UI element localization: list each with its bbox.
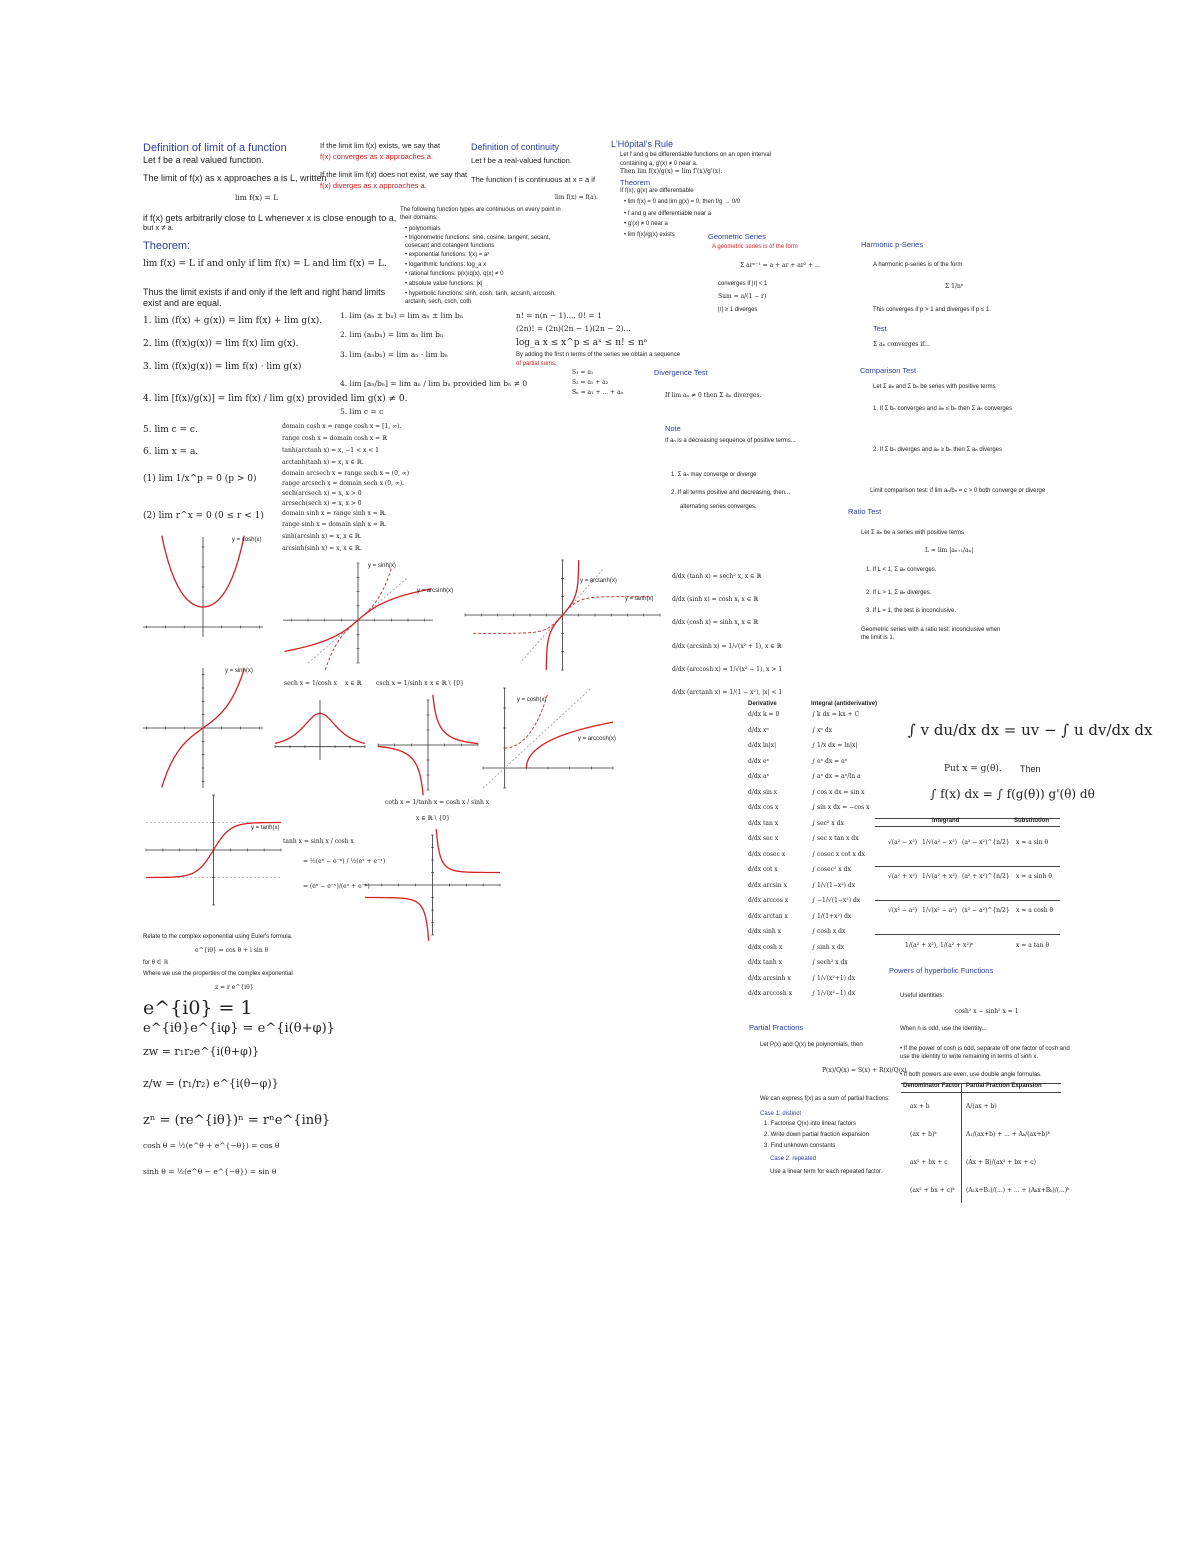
arcsinh-graph: [283, 563, 433, 663]
table-row-integral: ∫ cosec² x dx: [812, 866, 851, 873]
factorial-2: (2n)! = (2n)(2n − 1)(2n − 2)...: [516, 324, 631, 333]
table-row-derivative: d/dx tanh x: [748, 959, 783, 966]
note-line-4: alternating series converges.: [680, 504, 757, 510]
continuity-bullet-8: • hyperbolic functions: sinh, cosh, tanh, arcsinh, arccosh,: [405, 291, 556, 297]
limit-rule-3: 3. lim (f(x)g(x)) = lim f(x) · lim g(x): [143, 362, 302, 372]
seq-rule-3: 3. lim (aₙbₙ) = lim aₙ · lim bₙ: [340, 350, 448, 359]
hyp-fact-8: arcsech(sech x) = x, x > 0: [282, 500, 362, 507]
pf-row-expansion: (A₁x+B₁)/(...) + ... + (Aₖx+Bₖ)/(...)ᵏ: [966, 1187, 1070, 1194]
continuity-bullet-5: • logarithmic functions: log_a x: [405, 262, 487, 268]
substitution-put: Put x = g(θ).: [944, 764, 1002, 774]
ratio-line-6: Geometric series with a ratio test: inconclusive when: [861, 627, 1001, 633]
continuity-types-2: their domains:: [400, 215, 438, 221]
continuity-bullet-6: • rational functions: p(x)/q(x), q(x) ≠ 0: [405, 271, 504, 277]
ratio-heading: Ratio Test: [848, 507, 882, 516]
limit-rule-5: 5. lim c = c.: [143, 425, 198, 435]
hyp-fact-9: domain sinh x = range sinh x = ℝ.: [282, 510, 387, 517]
euler-note-2: e^{iθ} = cos θ + i sin θ: [195, 947, 269, 954]
arcsinh-graph-label-2: y = arcsinh(x): [417, 588, 454, 594]
table-row-derivative: d/dx sec x: [748, 835, 779, 842]
powers-line-6: • If both powers are even, use double angle formulas.: [900, 1072, 1042, 1078]
table-row-derivative: d/dx cot x: [748, 866, 778, 873]
comparison-line-4: Limit comparison test: if lim aₙ/bₙ = c > 0 both converge or diverge: [870, 488, 1046, 494]
coth-curve-left: [365, 898, 429, 941]
pf-row-factor: ax + b: [910, 1103, 930, 1110]
table-row-derivative: d/dx tan x: [748, 819, 779, 827]
euler-note-5: z = r e^{iθ}: [215, 984, 254, 991]
limit-rule-1: 1. lim (f(x) + g(x)) = lim f(x) + lim g(x).: [143, 316, 323, 326]
ratio-line-7: the limit is 1.: [861, 635, 895, 641]
tanh-graph: [146, 795, 281, 905]
continuity-bullet-9: arctanh, sech, csch, coth: [405, 299, 472, 305]
partial-case-1: Case 1: distinct: [760, 1111, 802, 1117]
limit-rule-7: (1) lim 1/x^p = 0 (p > 0): [143, 474, 257, 484]
substitution-then: Then: [1020, 764, 1041, 774]
table-row-derivative: d/dx arccos x: [748, 897, 789, 904]
sub-table-col-integrand: Integrand: [932, 818, 960, 824]
tanh-graph-label: y = tanh(x): [251, 825, 280, 831]
table-row-integral: ∫ cosec x cot x dx: [812, 850, 866, 858]
sech-domain: x ∈ ℝ: [345, 680, 362, 687]
note-heading: Note: [665, 424, 681, 433]
derivative-1: d/dx (tanh x) = sech² x, x ∈ ℝ: [672, 573, 762, 580]
substitution-formula: ∫ f(x) dx = ∫ f(g(θ)) g'(θ) dθ: [930, 787, 1095, 801]
harmonic-line-3: This converges if p > 1 and diverges if p ≤ 1.: [873, 307, 991, 313]
growth-order: log_a x ≤ x^p ≤ aˣ ≤ n! ≤ nⁿ: [516, 338, 648, 348]
partial-case-1c: 3. Find unknown constants: [764, 1143, 836, 1149]
table-row-derivative: d/dx cosh x: [748, 943, 783, 951]
ratio-line-3: 1. If L < 1, Σ aₙ converges.: [866, 567, 937, 573]
continuity-bullet-7: • absolute value functions: |x|: [405, 281, 483, 287]
coth-definition: coth x = 1/tanh x = cosh x / sinh x: [385, 799, 490, 806]
euler-identity-3: zw = r₁r₂e^{i(θ+φ)}: [143, 1045, 260, 1058]
powers-line-2: cosh² x − sinh² x = 1: [955, 1008, 1019, 1015]
continuity-heading: Definition of continuity: [471, 142, 560, 152]
hyp-fact-11: sinh(arcsinh x) = x, x ∈ ℝ.: [282, 533, 362, 540]
pf-col-factor: Denominator Factor: [903, 1083, 961, 1089]
arccosh-curve: [526, 722, 613, 768]
theorem-expression: lim f(x) = L if and only if lim f(x) = L and lim f(x) = L.: [143, 259, 387, 269]
sub-table-integrand-b: 1/√(x² − a²): [922, 907, 957, 914]
def-limit-line3: if f(x) gets arbitrarily close to L whenever x is close enough to a,: [143, 213, 397, 223]
euler-note-4: Where we use the properties of the complex exponential: [143, 971, 293, 977]
integration-by-parts: ∫ v du/dx dx = uv − ∫ u dv/dx dx: [908, 721, 1153, 739]
limit-rule-8: (2) lim r^x = 0 (0 ≤ r < 1): [143, 511, 264, 521]
table-row-integral: ∫ eˣ dx = eˣ: [812, 757, 848, 765]
partial-fractions-heading: Partial Fractions: [749, 1023, 804, 1032]
seq-rule-4: 4. lim [aₙ/bₙ] = lim aₙ / lim bₙ provided lim bₙ ≠ 0: [340, 379, 528, 388]
arccosh-graph-label-1: y = cosh(x): [517, 697, 547, 703]
tanh-definition-2: = ½(eˣ − e⁻ˣ) / ½(eˣ + e⁻ˣ): [303, 858, 386, 865]
harmonic-heading: Harmonic p-Series: [861, 240, 924, 249]
partial-sum-1: S₁ = a₁: [572, 369, 594, 376]
converge-line-2: f(x) converges as x approaches a.: [320, 152, 433, 161]
table-row-derivative: d/dx eˣ: [748, 757, 770, 765]
sinh-graph: [143, 668, 263, 788]
hyp-fact-7: sech(arcsech x) = x, x > 0: [282, 490, 362, 497]
table-row-integral: ∫ 1/√(1−x²) dx: [812, 881, 856, 889]
sub-table-integrand-c: (x² − a²)^{n/2}: [962, 907, 1010, 914]
table-row-derivative: d/dx cos x: [748, 804, 779, 811]
csch-definition: csch x = 1/sinh x: [376, 680, 428, 687]
sub-table-substitution: x = a sin θ: [1016, 839, 1049, 846]
cosh-graph: [143, 537, 263, 637]
pf-row-factor: ax² + bx + c: [910, 1159, 948, 1166]
lim-expression: lim f(x) = L: [235, 193, 279, 202]
comparison-heading: Comparison Test: [860, 366, 917, 375]
euler-note-3: for θ ∈ ℝ: [143, 960, 169, 966]
theorem-text-2: exist and are equal.: [143, 298, 222, 308]
geometric-series-line-4: Sum = a/(1 − r): [718, 293, 767, 300]
continuity-line-1: Let f be a real-valued function.: [471, 156, 572, 165]
csch-curve-right: [433, 695, 478, 744]
derivative-5: d/dx (arccosh x) = 1/√(x² − 1), x > 1: [672, 666, 783, 673]
powers-heading: Powers of hyperbolic Functions: [889, 966, 994, 975]
divergence-line: If lim aₙ ≠ 0 then Σ aₙ diverges.: [665, 392, 762, 399]
lhopital-theorem-1: If f(x), g(x) are differentiable: [620, 188, 694, 194]
sub-table-col-substitution: Substitution: [1014, 818, 1049, 824]
hyp-fact-10: range sinh x = domain sinh x = ℝ.: [282, 521, 387, 528]
def-limit-line2: The limit of f(x) as x approaches a is L, written: [143, 173, 327, 183]
pf-row-expansion: A/(ax + b): [966, 1103, 997, 1110]
continuity-bullet-1: • polynomials: [405, 226, 441, 232]
test-heading: Test: [873, 324, 887, 333]
sub-table-integrand-a: √(a² − x²): [888, 839, 918, 846]
geometric-series-line-5: |r| ≥ 1 diverges: [718, 307, 758, 313]
tanh-definition-3: = (eˣ − e⁻ˣ)/(eˣ + e⁻ˣ): [303, 883, 370, 890]
table-row-integral: ∫ 1/√(x²−1) dx: [812, 990, 856, 997]
lhopital-line-1: Let f and g be differentiable functions on an open interval: [620, 152, 771, 158]
series-text-2: of partial sums.: [516, 361, 557, 367]
table-row-derivative: d/dx arcsinh x: [748, 974, 791, 982]
euler-identity-2: e^{iθ}e^{iφ} = e^{i(θ+φ)}: [143, 1021, 335, 1036]
hyp-fact-4: arctanh(tanh x) = x, x ∈ ℝ.: [282, 459, 364, 466]
table-row-integral: ∫ sech² x dx: [812, 959, 848, 966]
lhopital-theorem-4: • g'(x) ≠ 0 near a: [624, 221, 668, 227]
lhopital-line-2: containing a, g'(x) ≠ 0 near a.: [620, 161, 698, 167]
table-row-derivative: d/dx cosec x: [748, 850, 786, 858]
def-limit-line1: Let f be a real valued function.: [143, 155, 264, 165]
partial-fractions-line-3: We can express f(x) as a sum of partial fractions:: [760, 1096, 890, 1102]
table-row-derivative: d/dx arccosh x: [748, 990, 793, 997]
sub-table-rule: [875, 934, 1060, 935]
comparison-line-3: 2. If Σ bₙ diverges and aₙ ≥ bₙ then Σ aₙ diverges: [873, 447, 1003, 453]
continuity-line-2: The function f is continuous at x = a if: [471, 175, 596, 184]
hyp-fact-2: range cosh x = domain cosh x = ℝ: [282, 435, 388, 442]
comparison-line-1: Let Σ aₙ and Σ bₙ be series with positive terms: [873, 384, 996, 390]
factorial-1: n! = n(n − 1)..., 0! = 1: [516, 311, 602, 320]
sub-table-integrand-b: 1/√(a² − x²): [922, 839, 957, 846]
continuity-types-1: The following function types are continuous on every point in: [400, 207, 561, 213]
table-row-derivative: d/dx arcsin x: [748, 881, 787, 889]
table-row-integral: ∫ 1/√(x²+1) dx: [812, 974, 856, 982]
derivative-6: d/dx (arctanh x) = 1/(1 − x²), |x| < 1: [672, 689, 783, 696]
continuity-bullet-2: • trigonometric functions: sine, cosine, tangent, secant,: [405, 235, 551, 241]
powers-line-3: When n is odd, use the identity...: [900, 1026, 987, 1032]
hyp-fact-1: domain cosh x = range cosh x = [1, ∞).: [282, 423, 402, 430]
partial-case-2a: Use a linear term for each repeated factor.: [770, 1169, 883, 1175]
arctanh-graph-label-2: y = tanh(x): [625, 596, 654, 602]
def-limit-line4: but x ≠ a.: [143, 223, 174, 232]
geometric-series-line-2: Σ arⁿ⁻¹ = a + ar + ar² + ...: [740, 262, 821, 269]
table-row-integral: ∫ sin x dx = −cos x: [812, 804, 870, 811]
partial-case-1b: 2. Write down partial fraction expansion: [764, 1132, 869, 1138]
arccosh-graph-label-2: y = arccosh(x): [578, 736, 616, 742]
geometric-series-line-1: A geometric series is of the form: [712, 244, 798, 250]
sinh-graph-label: y = sinh(x): [225, 668, 253, 674]
arcsinh-graph-label-1: y = sinh(x): [368, 563, 396, 569]
theorem-text-1: Thus the limit exists if and only if the left and right hand limits: [143, 287, 386, 297]
sub-table-rule: [875, 866, 1060, 867]
table-row-integral: ∫ sinh x dx: [812, 943, 845, 951]
limit-rule-6: 6. lim x = a.: [143, 447, 199, 457]
arctanh-graph: [465, 560, 660, 670]
pf-row-factor: (ax² + bx + c)ᵏ: [910, 1187, 955, 1194]
table-row-integral: ∫ 1/x dx = ln|x|: [812, 742, 858, 749]
comparison-line-2: 1. If Σ bₙ converges and aₙ ≤ bₙ then Σ aₙ converges: [873, 406, 1013, 412]
coth-curve-right: [436, 829, 500, 872]
euler-note-1: Relate to the complex exponential using Euler's formula.: [143, 934, 293, 940]
table-row-integral: ∫ cosh x dx: [812, 928, 846, 935]
table-row-integral: ∫ sec² x dx: [812, 819, 844, 827]
sech-graph: [275, 700, 365, 760]
lhopital-line-3: Then lim f(x)/g(x) = lim f'(x)/g'(x).: [620, 168, 723, 175]
harmonic-line-1: A harmonic p-series is of the form: [873, 262, 963, 268]
derivative-3: d/dx (cosh x) = sinh x, x ∈ ℝ: [672, 619, 759, 626]
hyp-fact-5: domain arcsech x = range sech x = (0, ∞): [282, 470, 410, 477]
table-row-integral: ∫ k dx = kx + C: [812, 711, 860, 718]
sub-table-last-right: x = a tan θ: [1016, 942, 1050, 949]
partial-case-2: Case 2: repeated: [770, 1156, 817, 1162]
hyp-fact-3: tanh(arctanh x) = x, −1 < x < 1: [282, 447, 379, 454]
csch-domain: x ∈ ℝ \ {0}: [430, 680, 464, 687]
continuity-bullet-4: • exponential functions: f(x) = aˣ: [405, 252, 490, 258]
diverge-line-2: f(x) diverges as x approaches a.: [320, 181, 427, 190]
table-row-integral: ∫ xⁿ dx: [812, 726, 833, 734]
seq-rule-1: 1. lim (aₙ ± bₙ) = lim aₙ ± lim bₙ: [340, 311, 463, 320]
series-text-1: By adding the first n terms of the series we obtain a sequence: [516, 352, 681, 358]
seq-rule-2: 2. lim (aₙbₙ) = lim aₙ lim bₙ: [340, 330, 444, 339]
table-col-integral: Integral (antiderivative): [811, 701, 878, 707]
table-row-derivative: d/dx xⁿ: [748, 726, 769, 734]
lhopital-theorem-2: • lim f(x) = 0 and lim g(x) = 0, then f/g → 0/0: [624, 199, 741, 205]
derivative-4: d/dx (arcsinh x) = 1/√(x² + 1), x ∈ ℝ: [672, 643, 782, 650]
table-row-integral: ∫ aˣ dx = aˣ/ln a: [812, 773, 861, 780]
table-row-derivative: d/dx k = 0: [748, 711, 780, 718]
tanh-definition-1: tanh x = sinh x / cosh x: [283, 838, 354, 845]
note-line-3: 2. If all terms positive and decreasing, then...: [671, 490, 791, 496]
arctanh-graph-label: y = arctanh(x): [580, 578, 617, 584]
sub-table-integrand-c: (a² + x²)^{n/2}: [962, 873, 1010, 880]
table-row-integral: ∫ 1/(1+x²) dx: [812, 912, 852, 920]
lhopital-heading: L'Hôpital's Rule: [611, 139, 673, 149]
test-line-1: Σ aₙ converges if...: [873, 341, 930, 348]
divergence-heading: Divergence Test: [654, 368, 708, 377]
lhopital-theorem-5: • lim f(x)/g(x) exists: [624, 232, 675, 238]
partial-case-1a: 1. Factorise Q(x) into linear factors: [764, 1121, 857, 1127]
hyp-fact-12: arcsinh(sinh x) = x, x ∈ ℝ.: [282, 545, 362, 552]
sub-table-substitution: x = a cosh θ: [1016, 907, 1054, 914]
pf-row-expansion: (Ax + B)/(ax² + bx + c): [966, 1159, 1036, 1166]
ratio-line-4: 2. If L > 1, Σ aₙ diverges.: [866, 590, 932, 596]
cosh-graph-label: y = cosh(x): [232, 537, 262, 543]
sub-table-rule: [875, 900, 1060, 901]
table-col-derivative: Derivative: [748, 701, 777, 707]
ratio-line-5: 3. If L = 1, the test is inconclusive.: [866, 608, 956, 614]
sub-table-integrand-a: √(x² − a²): [888, 907, 918, 914]
sub-table-integrand-b: 1/√(a² + x²): [922, 873, 957, 880]
euler-identity-7: sinh θ = ½(e^θ − e^{−θ}) = sin θ: [143, 1167, 277, 1176]
note-line-1: If aₙ is a decreasing sequence of positive terms...: [665, 438, 796, 444]
euler-identity-6: cosh θ = ½(e^θ + e^{−θ}) = cos θ: [143, 1141, 280, 1150]
sech-definition: sech x = 1/cosh x: [284, 680, 338, 687]
euler-identity-5: zⁿ = (re^{iθ})ⁿ = rⁿe^{inθ}: [143, 1113, 331, 1128]
csch-graph: [378, 700, 478, 790]
sub-table-last-left: 1/(a² + x²), 1/(a² + x²)ⁿ: [905, 942, 974, 949]
partial-fractions-line-1: Let P(x) and Q(x) be polynomials, then: [760, 1042, 863, 1048]
table-row-derivative: d/dx arctan x: [748, 912, 788, 920]
powers-line-1: Useful identities:: [900, 993, 945, 999]
converge-line-1: If the limit lim f(x) exists, we say that: [320, 141, 441, 150]
note-line-2: 1. Σ aₙ may converge or diverge: [671, 472, 757, 478]
partial-sum-2: S₂ = a₁ + a₂: [572, 379, 609, 386]
geometric-series-heading: Geometric Series: [708, 232, 766, 241]
derivative-2: d/dx (sinh x) = cosh x, x ∈ ℝ: [672, 596, 759, 603]
table-row-derivative: d/dx sin x: [748, 788, 778, 796]
continuity-bullet-3: cosecant and cotangent functions: [405, 243, 495, 249]
partial-sum-3: Sₙ = a₁ + ... + aₙ: [572, 389, 624, 396]
table-row-derivative: d/dx sinh x: [748, 928, 782, 935]
table-row-integral: ∫ −1/√(1−x²) dx: [812, 897, 861, 904]
powers-line-4: • If the power of cosh is odd, separate off one factor of cosh and: [900, 1046, 1070, 1052]
ratio-line-1: Let Σ aₙ be a series with positive terms: [861, 530, 965, 536]
lhopital-theorem-3: • f and g are differentiable near a: [624, 211, 712, 217]
diverge-line-1: If the limit lim f(x) does not exist, we say that: [320, 170, 468, 179]
table-row-derivative: d/dx ln|x|: [748, 742, 777, 749]
harmonic-line-2: Σ 1/nᵖ: [945, 283, 964, 290]
pf-row-expansion: A₁/(ax+b) + ... + Aₖ/(ax+b)ᵏ: [966, 1131, 1050, 1138]
lhopital-theorem-heading: Theorem: [620, 178, 651, 187]
sub-table-integrand-c: (a² − x²)^{n/2}: [962, 839, 1010, 846]
euler-identity-4: z/w = (r₁/r₂) e^{i(θ−φ)}: [143, 1077, 279, 1090]
table-row-derivative: d/dx aˣ: [748, 773, 770, 780]
csch-curve-left: [378, 747, 423, 796]
theorem-heading: Theorem:: [143, 240, 191, 252]
limit-rule-4: 4. lim [f(x)/g(x)] = lim f(x) / lim g(x) provided lim g(x) ≠ 0.: [143, 394, 408, 404]
table-row-integral: ∫ cos x dx = sin x: [812, 788, 865, 796]
partial-fractions-line-2: P(x)/Q(x) = S(x) + R(x)/Q(x): [822, 1067, 907, 1074]
sub-table-substitution: x = a sinh θ: [1016, 873, 1052, 880]
coth-domain: x ∈ ℝ \ {0}: [416, 815, 450, 822]
limit-rule-2: 2. lim (f(x)g(x)) = lim f(x) lim g(x).: [143, 339, 299, 349]
def-limit-heading: Definition of limit of a function: [143, 142, 287, 154]
ratio-line-2: L = lim |aₙ₊₁/aₙ|: [925, 547, 974, 554]
continuity-expression: lim f(x) = f(a).: [555, 194, 598, 201]
coth-graph: [365, 835, 500, 935]
powers-line-5: use the identity to write remaining in terms of sinh x.: [900, 1054, 1039, 1060]
euler-identity-1: e^{i0} = 1: [143, 997, 253, 1019]
geometric-series-line-3: converges if |r| < 1: [718, 281, 768, 287]
table-row-integral: ∫ sec x tan x dx: [812, 835, 859, 842]
seq-rule-5: 5. lim c = c: [340, 407, 384, 416]
sub-table-integrand-a: √(a² + x²): [888, 873, 918, 880]
pf-col-expansion: Partial Fraction Expansion: [966, 1083, 1042, 1089]
pf-row-factor: (ax + b)ᵏ: [910, 1131, 937, 1138]
hyp-fact-6: range arcsech x = domain sech x (0, ∞).: [282, 480, 405, 487]
